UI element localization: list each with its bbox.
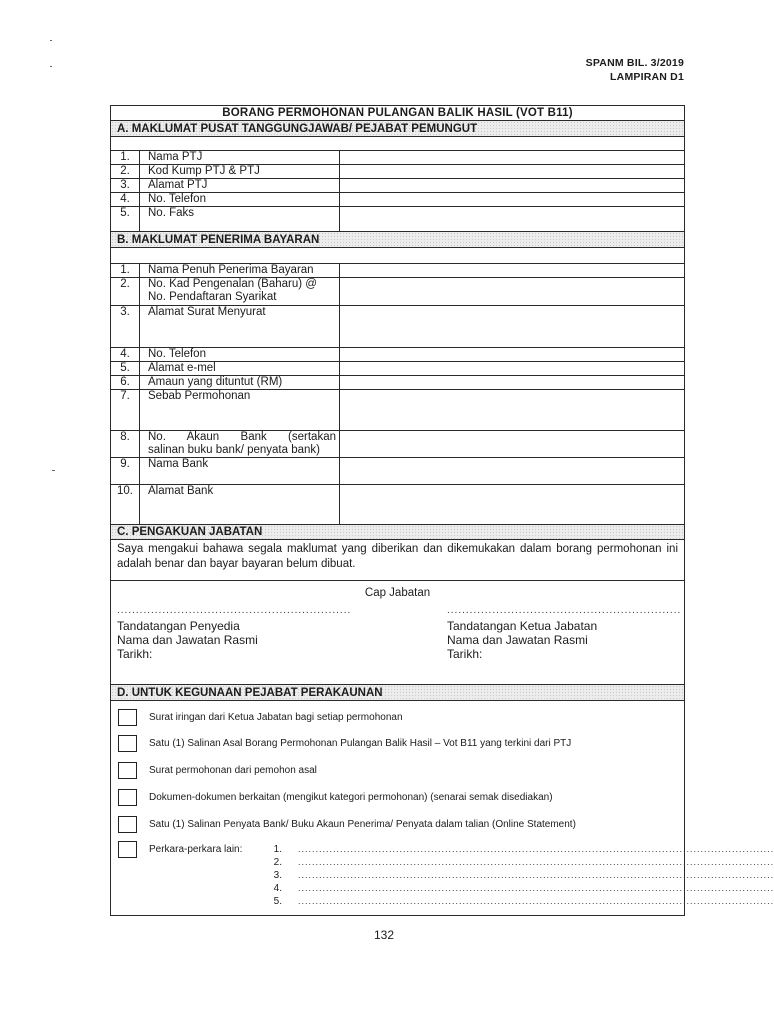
field-input[interactable] xyxy=(340,431,684,457)
scan-speck xyxy=(50,66,52,67)
field-input[interactable] xyxy=(340,207,684,231)
other-item-line[interactable]: ........................................................................................................................................ xyxy=(298,870,774,880)
preparer-date-label: Tarikh: xyxy=(117,647,153,661)
other-item-number: 4. xyxy=(273,883,282,894)
checkbox[interactable] xyxy=(118,841,137,858)
field-label: Alamat e-mel xyxy=(140,362,340,375)
field-label: Kod Kump PTJ & PTJ xyxy=(140,165,340,178)
field-label: Alamat Surat Menyurat xyxy=(140,306,340,347)
field-label: No. Faks xyxy=(140,207,340,231)
form-row xyxy=(111,362,684,376)
section-b-heading: B. MAKLUMAT PENERIMA BAYARAN xyxy=(111,232,684,248)
field-input[interactable] xyxy=(340,348,684,361)
field-label xyxy=(140,278,340,305)
row-number: 1. xyxy=(111,264,140,277)
form-row xyxy=(111,485,684,525)
section-d-heading: D. UNTUK KEGUNAAN PEJABAT PERAKAUNAN xyxy=(111,685,684,701)
row-number: 6. xyxy=(111,376,140,389)
row-number: 2. xyxy=(111,278,140,305)
field-label: Sebab Permohonan xyxy=(140,390,340,430)
other-item-number: 2. xyxy=(273,857,282,868)
checklist-area xyxy=(111,701,774,915)
other-item-number: 1. xyxy=(273,844,282,855)
section-c-heading: C. PENGAKUAN JABATAN xyxy=(111,525,684,540)
field-input[interactable] xyxy=(340,193,684,206)
scan-speck xyxy=(50,40,52,41)
signature-area xyxy=(111,581,684,685)
form-row xyxy=(111,458,684,485)
row-number: 10. xyxy=(111,485,140,524)
field-input[interactable] xyxy=(340,165,684,178)
form-row xyxy=(111,390,684,431)
field-input[interactable] xyxy=(340,151,684,164)
field-input[interactable] xyxy=(340,362,684,375)
row-number: 4. xyxy=(111,193,140,206)
field-input[interactable] xyxy=(340,306,684,347)
checklist-label: Perkara-perkara lain: xyxy=(149,844,243,855)
other-item-number: 3. xyxy=(273,870,282,881)
field-label: Alamat Bank xyxy=(140,485,340,524)
signature-line-left[interactable]: .............................................................. xyxy=(117,605,352,616)
field-label: Amaun yang dituntut (RM) xyxy=(140,376,340,389)
field-input[interactable] xyxy=(340,485,684,524)
form-row xyxy=(111,179,684,193)
other-item-line[interactable]: ........................................................................................................................................ xyxy=(298,883,774,893)
other-item-line[interactable]: ........................................................................................................................................ xyxy=(298,844,774,854)
row-number: 3. xyxy=(111,306,140,347)
field-label: Alamat PTJ xyxy=(140,179,340,192)
field-input[interactable] xyxy=(340,264,684,277)
checklist-label: Dokumen-dokumen berkaitan (mengikut kategori permohonan) (senarai semak disediakan) xyxy=(149,792,553,803)
row-number: 4. xyxy=(111,348,140,361)
document-reference: SPANM BIL. 3/2019 xyxy=(585,57,684,69)
field-input[interactable] xyxy=(340,390,684,430)
other-item-line[interactable]: ........................................................................................................................................ xyxy=(298,857,774,867)
head-name-label: Nama dan Jawatan Rasmi xyxy=(447,633,588,647)
form-title: BORANG PERMOHONAN PULANGAN BALIK HASIL (VOT B11) xyxy=(111,106,684,121)
field-label: Nama Bank xyxy=(140,458,340,484)
field-label: No. Telefon xyxy=(140,348,340,361)
declaration-row xyxy=(111,540,684,581)
row-number: 3. xyxy=(111,179,140,192)
field-input[interactable] xyxy=(340,179,684,192)
form-row xyxy=(111,278,684,306)
scan-speck xyxy=(52,470,55,471)
row-number: 5. xyxy=(111,362,140,375)
checkbox[interactable] xyxy=(118,735,137,752)
checklist-label: Satu (1) Salinan Penyata Bank/ Buku Akaun Penerima/ Penyata dalam talian (Online Statement) xyxy=(149,819,576,830)
page-number: 132 xyxy=(373,928,395,942)
checkbox[interactable] xyxy=(118,789,137,806)
field-label-line: No. Pendaftaran Syarikat xyxy=(148,291,277,303)
form-row xyxy=(111,151,684,165)
field-label-line: No. Akaun Bank (sertakan xyxy=(148,431,336,443)
row-number: 8. xyxy=(111,431,140,457)
field-label: Nama PTJ xyxy=(140,151,340,164)
form-row xyxy=(111,376,684,390)
preparer-signature-block xyxy=(117,619,258,661)
row-number: 7. xyxy=(111,390,140,430)
field-input[interactable] xyxy=(340,278,684,305)
row-number: 1. xyxy=(111,151,140,164)
preparer-signature-label: Tandatangan Penyedia xyxy=(117,619,240,633)
field-input[interactable] xyxy=(340,458,684,484)
checklist-label: Surat permohonan dari pemohon asal xyxy=(149,765,317,776)
field-input[interactable] xyxy=(340,376,684,389)
form-row xyxy=(111,193,684,207)
field-label-line: salinan buku bank/ penyata bank) xyxy=(148,444,320,456)
declaration-text: Saya mengakui bahawa segala maklumat yang diberikan dan dikemukakan dalam borang permohonan ini adalah benar dan bayar bayaran belum dibuat. xyxy=(117,543,678,570)
department-stamp-label: Cap Jabatan xyxy=(364,587,431,599)
form-row xyxy=(111,348,684,362)
field-label-line: No. Kad Pengenalan (Baharu) @ xyxy=(148,278,317,290)
head-signature-block xyxy=(447,619,597,661)
row-number: 9. xyxy=(111,458,140,484)
signature-line-right[interactable]: .............................................................. xyxy=(447,605,682,616)
head-date-label: Tarikh: xyxy=(447,647,483,661)
checklist-label: Surat iringan dari Ketua Jabatan bagi setiap permohonan xyxy=(149,712,403,723)
other-item-number: 5. xyxy=(273,896,282,907)
appendix-label: LAMPIRAN D1 xyxy=(610,71,684,83)
row-number: 2. xyxy=(111,165,140,178)
row-number: 5. xyxy=(111,207,140,231)
field-label: Nama Penuh Penerima Bayaran xyxy=(140,264,340,277)
form-row xyxy=(111,431,684,458)
application-form xyxy=(110,105,774,916)
form-row xyxy=(111,207,684,232)
other-item-line[interactable]: ........................................................................................................................................ xyxy=(298,896,774,906)
section-spacer xyxy=(111,248,684,264)
head-signature-label: Tandatangan Ketua Jabatan xyxy=(447,619,598,633)
field-label xyxy=(140,431,340,457)
checkbox[interactable] xyxy=(118,816,137,833)
checklist-label: Satu (1) Salinan Asal Borang Permohonan Pulangan Balik Hasil – Vot B11 yang terkini dari PTJ xyxy=(149,738,572,749)
checkbox[interactable] xyxy=(118,762,137,779)
preparer-name-label: Nama dan Jawatan Rasmi xyxy=(117,633,258,647)
form-row xyxy=(111,165,684,179)
section-spacer xyxy=(111,137,684,151)
form-row xyxy=(111,264,684,278)
checkbox[interactable] xyxy=(118,709,137,726)
field-label: No. Telefon xyxy=(140,193,340,206)
form-row xyxy=(111,306,684,348)
section-a-heading: A. MAKLUMAT PUSAT TANGGUNGJAWAB/ PEJABAT PEMUNGUT xyxy=(111,121,684,137)
